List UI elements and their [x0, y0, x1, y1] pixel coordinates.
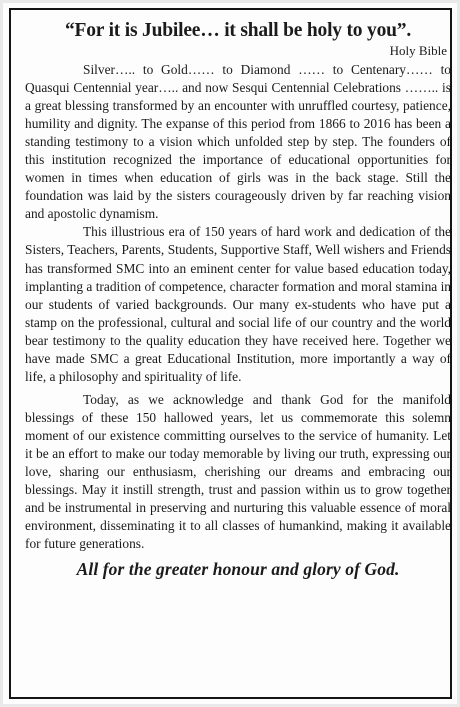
document-page — [3, 3, 457, 704]
paragraph-3: Today, as we acknowledge and thank God for the manifold blessings of these 150 hallowed years, let us commemorate this solemn moment of our existence committing ourselves to the service of humanity. Let it be an effort to make our today memorable by living our truth, expressing our love, sharing our enthusiasm, cherishing our dreams and embracing our blessings. May it instill strength, trust and passion within us to grow together and be instrumental in preserving and nurturing this valuable essence of moral environment, disseminating it to all classes of humankind, making it available for future generations. — [25, 391, 451, 552]
paragraph-1: Silver….. to Gold…… to Diamond …… to Centenary…… to Quasqui Centennial year….. and now Sesqui Centennial Celebrations …….. is a great blessing transformed by an encounter with unruffled courtesy, patience, humility and dignity. The expanse of this period from 1866 to 2016 has been a standing testimony to a vision which unfolded step by step. The founders of this institution recognized the importance of educational opportunities for women in times when education of girls was in the back stage. Still the foundation was laid by the sisters courageously driven by far reaching vision and apostolic dynamism. — [25, 62, 451, 222]
page-title: “For it is Jubilee… it shall be holy to you”. — [65, 20, 411, 41]
closing-line: All for the greater honour and glory of God. — [76, 559, 400, 580]
quote-source: Holy Bible — [389, 43, 447, 58]
page-border — [9, 8, 452, 699]
document-content — [25, 18, 451, 581]
paragraph-2: This illustrious era of 150 years of hard work and dedication of the Sisters, Teachers, Parents, Students, Supportive Staff, Well wishers and Friends has transformed SMC into an eminent center for value based education today, implanting a tradition of competence, character formation and moral stamina in our students of varied backgrounds. Our many ex-students who have put a stamp on the professional, cultural and social life of our country and the world bear testimony to the quality education they have received here. Together we have made SMC a great Educational Institution, more importantly a way of life, a philosophy and spirituality of life. — [25, 224, 451, 384]
